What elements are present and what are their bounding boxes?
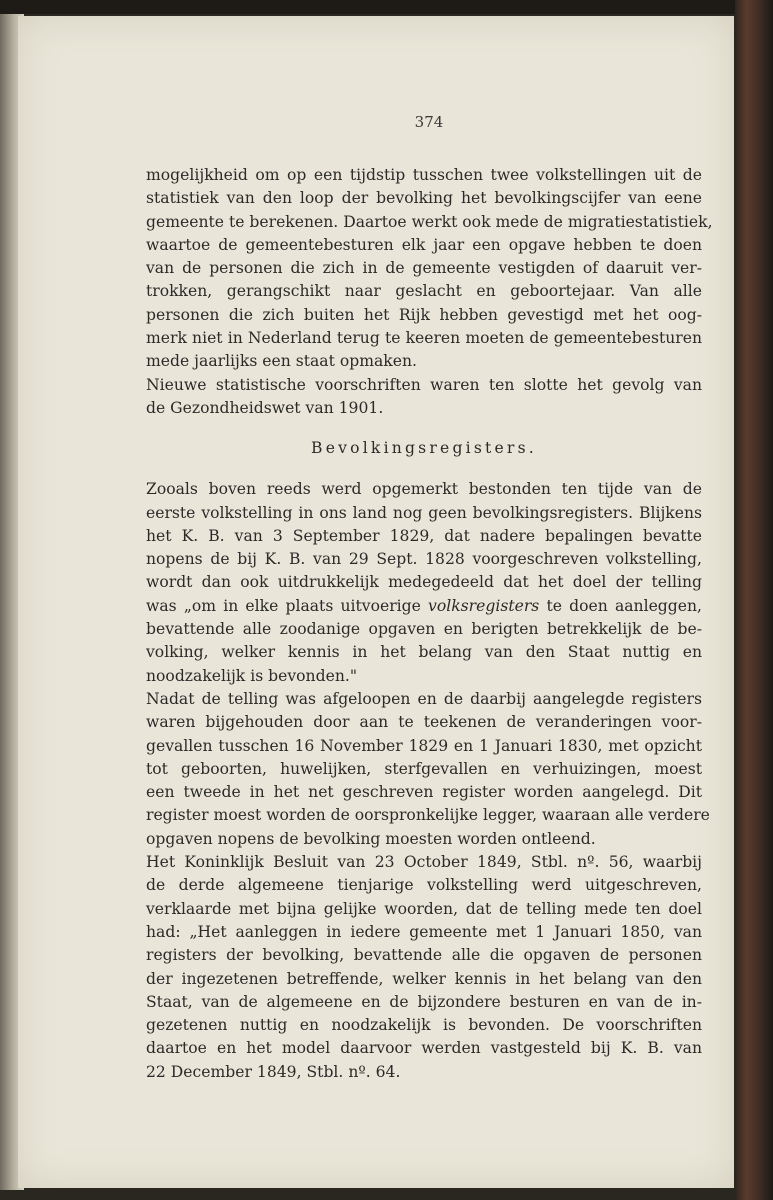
text-line: Nieuwe statistische voorschriften waren ten slotte het gevolg van [146,375,702,394]
text-line: opgaven nopens de bevolking moesten worden ontleend. [146,829,596,848]
text-line-italic [146,595,702,618]
text-line: merk niet in Nederland terug te keeren moeten de gemeentebesturen [146,329,702,348]
text-line: daartoe en het model daarvoor werden vastgesteld bij K. B. van [146,1039,702,1058]
text-line: eerste volkstelling in ons land nog geen bevolkingsregisters. Blijkens [146,503,702,522]
italic-term: volksregisters [428,596,540,615]
text-line: gezetenen nuttig en noodzakelijk is bevonden. De voorschriften [146,1016,702,1035]
text-line: mede jaarlijks een staat opmaken. [146,352,417,371]
scan-border-top [0,0,773,14]
text-line: trokken, gerangschikt naar geslacht en geboortejaar. Van alle [146,282,702,301]
text-line: 22 December 1849, Stbl. nº. 64. [146,1062,401,1081]
text-line: de Gezondheidswet van 1901. [146,398,384,417]
text-line: statistiek van den loop der bevolking het bevolkingscijfer van eene [146,189,702,208]
text-line: gevallen tusschen 16 November 1829 en 1 Januari 1830, met opzicht [146,736,702,755]
text-line: volking, welker kennis in het belang van den Staat nuttig en [146,643,702,662]
text-line: de derde algemeene tienjarige volkstelling werd uitgeschreven, [146,876,702,895]
text-line: Nadat de telling was afgeloopen en de daarbij aangelegde registers [146,689,702,708]
text-line: wordt dan ook uitdrukkelijk medegedeeld dat het doel der telling [146,573,702,592]
text-line: het K. B. van 3 September 1829, dat nadere bepalingen bevatte [146,526,702,545]
text-line: waren bijgehouden door aan te teekenen de veranderingen voor- [146,713,702,732]
paragraph-1 [146,164,713,374]
text-line: Het Koninklijk Besluit van 23 October 1849, Stbl. nº. 56, waarbij [146,853,702,872]
text-line: tot geboorten, huwelijken, sterfgevallen en verhuizingen, moest [146,759,702,778]
text-line: van de personen die zich in de gemeente vestigden of daaruit ver- [146,259,702,278]
text-line: registers der bevolking, bevattende alle die opgaven de personen [146,946,702,965]
text-line: nopens de bij K. B. van 29 Sept. 1828 voorgeschreven volkstelling, [146,550,702,569]
text-span: te doen aanleggen, [539,596,702,615]
text-line: bevattende alle zoodanige opgaven en berigten betrekkelijk de be- [146,620,702,639]
text-line: had: „Het aanleggen in iedere gemeente met 1 Januari 1850, van [146,922,702,941]
text-line: personen die zich buiten het Rijk hebben gevestigd met het oog- [146,305,702,324]
text-span: was „om in elke plaats uitvoerige [146,596,429,615]
paragraph-5 [146,851,702,1084]
paragraph-4 [146,688,710,851]
paragraph-2 [146,374,702,421]
paragraph-3-rest [146,618,702,688]
text-line: een tweede in het net geschreven register worden aangelegd. Dit [146,783,702,802]
text-line: gemeente te berekenen. Daartoe werkt ook mede de migratiestatistiek, [146,212,713,231]
paragraph-3-lines [146,478,702,594]
text-line: waartoe de gemeentebesturen elk jaar een opgave hebben te doen [146,235,702,254]
book-cover-edge [735,0,773,1200]
text-line: mogelijkheid om op een tijdstip tusschen twee volkstellingen uit de [146,166,702,184]
text-line: verklaarde met bijna gelijke woorden, dat de telling mede ten doel [146,899,702,918]
text-line: noodzakelijk is bevonden." [146,666,357,685]
section-heading: Bevolkingsregisters. [311,439,537,458]
text-line: Staat, van de algemeene en de bijzondere besturen en van de in- [146,992,702,1011]
page-number: 374 [414,113,444,131]
text-line: register moest worden de oorspronkelijke legger, waaraan alle verdere [146,806,710,825]
text-line: Zooals boven reeds werd opgemerkt bestonden ten tijde van de [146,480,702,499]
text-line: der ingezetenen betreffende, welker kennis in het belang van den [146,969,702,988]
paragraph-3 [146,478,702,688]
page-text [146,112,713,1084]
